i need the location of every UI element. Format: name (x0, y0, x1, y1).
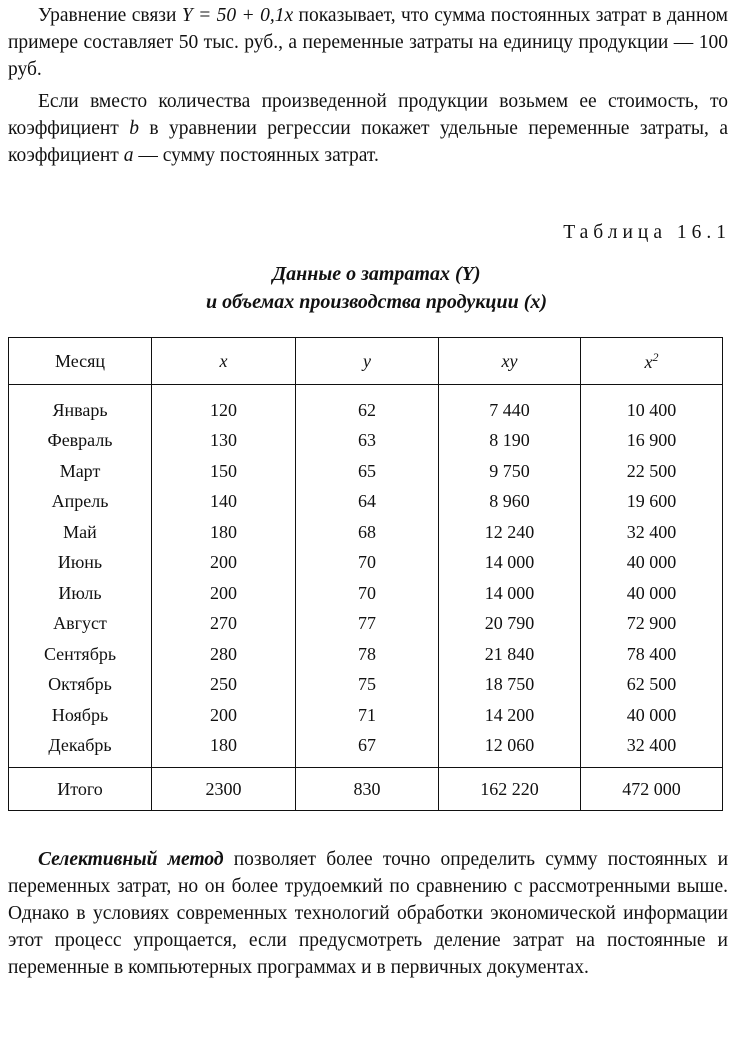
cell-x-squared: 32 400 (581, 731, 723, 768)
table-row (9, 517, 723, 548)
cell-xy: 7 440 (439, 385, 581, 426)
total-x: 2300 (152, 768, 296, 811)
total-xy: 162 220 (439, 768, 581, 811)
cell-x: 130 (152, 426, 296, 457)
table-title (0, 260, 753, 316)
p1-text-after: показывает, что сумма постоянных затрат в данном примере составляет 50 тыс. руб., а переменные затраты на единицу продукции — 100 руб. (8, 5, 728, 80)
cell-x: 280 (152, 639, 296, 670)
cell-y: 67 (296, 731, 439, 768)
table-number: Таблица 16.1 (563, 222, 731, 243)
table-title-line1: Данные о затратах (Y) (272, 263, 481, 285)
cell-month: Июнь (9, 548, 152, 579)
cell-y: 64 (296, 487, 439, 518)
cost-volume-table (8, 337, 723, 811)
total-y: 830 (296, 768, 439, 811)
selective-method-text: позволяет более точно определить сумму постоянных и переменных затрат, но он более трудоемкий по сравнению с рассмотренными выше. Однако в условиях современных технологий обработки экономической информации этот процесс упрощается, если предусмотреть деление затрат на постоянные и переменные в компьютерных программах и в первичных документах. (8, 849, 729, 978)
total-x-squared: 472 000 (581, 768, 723, 811)
cell-month: Сентябрь (9, 639, 152, 670)
table-row (9, 578, 723, 609)
cell-x-squared: 72 900 (581, 609, 723, 640)
header-xy: xy (439, 338, 581, 385)
cell-x: 150 (152, 456, 296, 487)
cell-x: 200 (152, 578, 296, 609)
header-x-squared-base: x (644, 351, 653, 372)
cell-x: 250 (152, 670, 296, 701)
cell-month: Июль (9, 578, 152, 609)
p2-text-part3: — сумму постоянных затрат. (133, 145, 379, 166)
cell-xy: 8 960 (439, 487, 581, 518)
table-row (9, 609, 723, 640)
table-row (9, 548, 723, 579)
cell-x-squared: 40 000 (581, 548, 723, 579)
cell-xy: 9 750 (439, 456, 581, 487)
regression-equation: Y = 50 + 0,1x (181, 5, 294, 26)
paragraph-regression-equation (8, 2, 728, 83)
cell-x: 180 (152, 517, 296, 548)
cell-xy: 8 190 (439, 426, 581, 457)
table-row (9, 639, 723, 670)
cell-month: Декабрь (9, 731, 152, 768)
cell-x-squared: 78 400 (581, 639, 723, 670)
cell-xy: 20 790 (439, 609, 581, 640)
cell-month: Апрель (9, 487, 152, 518)
cell-x-squared: 32 400 (581, 517, 723, 548)
cell-x-squared: 40 000 (581, 700, 723, 731)
cell-x: 180 (152, 731, 296, 768)
p1-text-before: Уравнение связи (38, 5, 182, 26)
cell-month: Январь (9, 385, 152, 426)
cell-y: 62 (296, 385, 439, 426)
table-row (9, 700, 723, 731)
p2-text-part2: в уравнении регрессии покажет удельные переменные затраты, а коэффициент (8, 118, 728, 166)
cell-xy: 14 200 (439, 700, 581, 731)
cell-y: 75 (296, 670, 439, 701)
cell-y: 65 (296, 456, 439, 487)
cell-xy: 12 060 (439, 731, 581, 768)
header-x-squared (581, 338, 723, 385)
cell-xy: 12 240 (439, 517, 581, 548)
cell-y: 70 (296, 548, 439, 579)
coefficient-b: b (129, 118, 139, 139)
table-row (9, 426, 723, 457)
cell-xy: 18 750 (439, 670, 581, 701)
cell-y: 71 (296, 700, 439, 731)
cell-x: 140 (152, 487, 296, 518)
cell-x-squared: 40 000 (581, 578, 723, 609)
header-x-squared-exponent: 2 (652, 349, 659, 364)
cell-x: 120 (152, 385, 296, 426)
table-header-row (9, 338, 723, 385)
header-y: y (296, 338, 439, 385)
paragraph-selective-method (8, 846, 728, 981)
table-row (9, 731, 723, 768)
header-month: Месяц (9, 338, 152, 385)
cell-month: Май (9, 517, 152, 548)
cell-y: 77 (296, 609, 439, 640)
cell-month: Март (9, 456, 152, 487)
table-row (9, 670, 723, 701)
cell-month: Октябрь (9, 670, 152, 701)
header-x: x (152, 338, 296, 385)
cell-month: Ноябрь (9, 700, 152, 731)
total-label: Итого (9, 768, 152, 811)
cell-x-squared: 62 500 (581, 670, 723, 701)
cell-x-squared: 19 600 (581, 487, 723, 518)
cell-y: 78 (296, 639, 439, 670)
cell-month: Август (9, 609, 152, 640)
cell-xy: 21 840 (439, 639, 581, 670)
cell-xy: 14 000 (439, 578, 581, 609)
cell-y: 70 (296, 578, 439, 609)
cell-x-squared: 16 900 (581, 426, 723, 457)
coefficient-a: a (123, 145, 134, 166)
p2-text-part1: Если вместо количества произведенной продукции возьмем ее стоимость, то коэффициент (8, 91, 728, 139)
cell-x: 200 (152, 548, 296, 579)
cell-y: 68 (296, 517, 439, 548)
table-row (9, 385, 723, 426)
cell-x-squared: 10 400 (581, 385, 723, 426)
cell-x: 270 (152, 609, 296, 640)
cell-x: 200 (152, 700, 296, 731)
cell-x-squared: 22 500 (581, 456, 723, 487)
paragraph-coefficients (8, 88, 728, 169)
cell-y: 63 (296, 426, 439, 457)
table-row (9, 487, 723, 518)
table-title-line2: и объемах производства продукции (x) (205, 291, 548, 313)
table-total-row (9, 768, 723, 811)
selective-method-term: Селективный метод (38, 849, 224, 870)
table-row (9, 456, 723, 487)
cell-xy: 14 000 (439, 548, 581, 579)
cell-month: Февраль (9, 426, 152, 457)
